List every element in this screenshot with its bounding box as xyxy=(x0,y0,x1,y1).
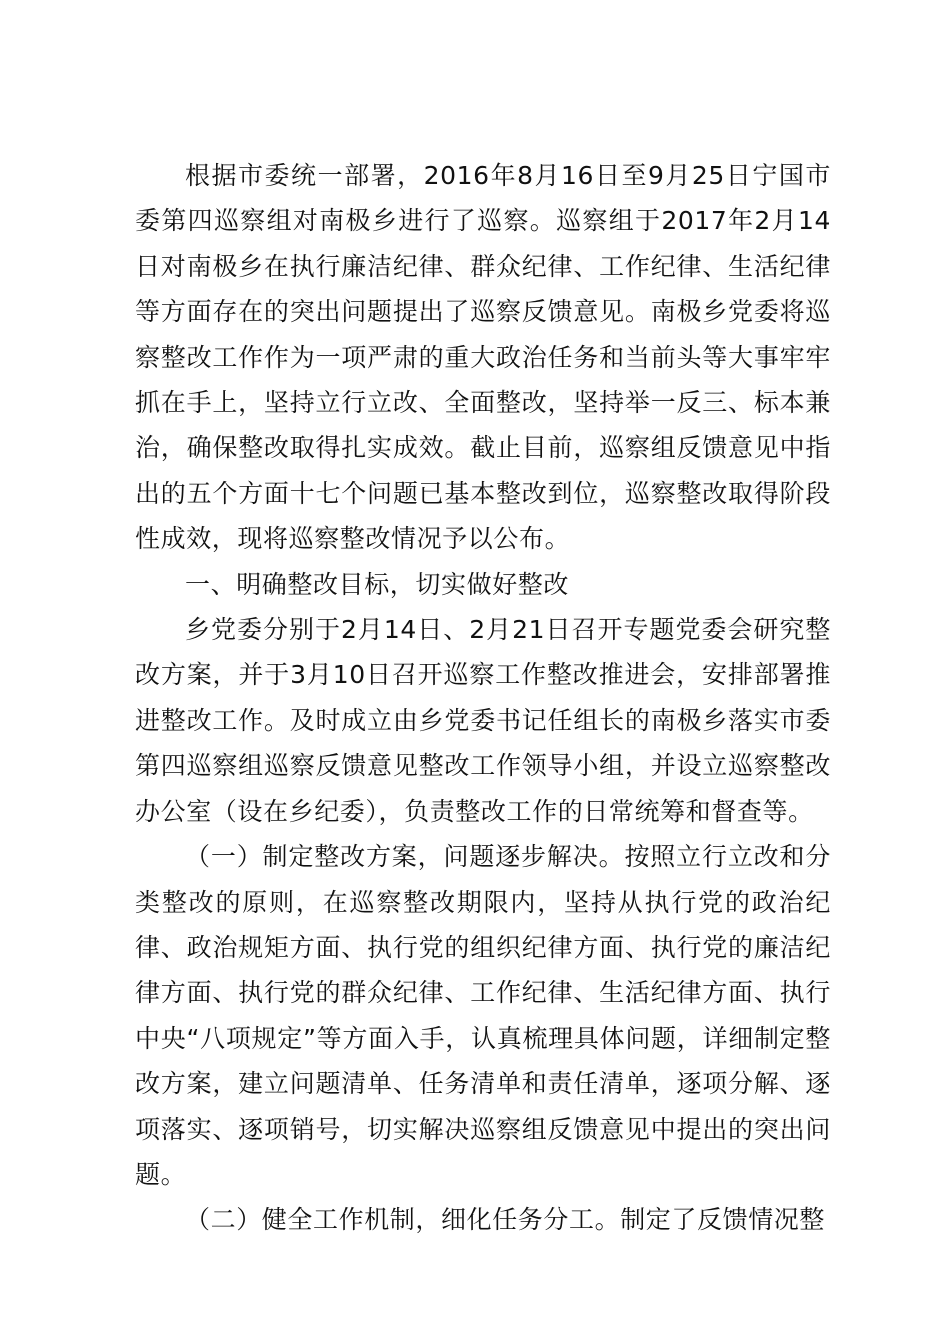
paragraph-subsection-2: （二）健全工作机制，细化任务分工。制定了反馈情况整 xyxy=(185,1205,826,1235)
document-body xyxy=(135,153,831,1243)
section-heading-1: 一、明确整改目标，切实做好整改 xyxy=(185,569,570,599)
paragraph-intro: 根据市委统一部署，2016年8月16日至9月25日宁国市委第四巡察组对南极乡进行了巡察。巡察组于2017年2月14日对南极乡在执行廉洁纪律、群众纪律、工作纪律、生活纪律等方面存在的突出问题提出了巡察反馈意见。南极乡党委将巡察整改工作作为一项严肃的重大政治任务和当前头等大事牢牢抓在手上，坚持立行立改、全面整改，坚持举一反三、标本兼治，确保整改取得扎实成效。截止目前，巡察组反馈意见中指出的五个方面十七个问题已基本整改到位，巡察整改取得阶段性成效，现将巡察整改情况予以公布。 xyxy=(135,161,831,554)
paragraph-section-1: 乡党委分别于2月14日、2月21日召开专题党委会研究整改方案，并于3月10日召开巡察工作整改推进会，安排部署推进整改工作。及时成立由乡党委书记任组长的南极乡落实市委第四巡察组巡察反馈意见整改工作领导小组，并设立巡察整改办公室（设在乡纪委），负责整改工作的日常统筹和督查等。 xyxy=(135,615,831,826)
paragraph-subsection-1: （一）制定整改方案，问题逐步解决。按照立行立改和分类整改的原则，在巡察整改期限内，坚持从执行党的政治纪律、政治规矩方面、执行党的组织纪律方面、执行党的廉洁纪律方面、执行党的群众纪律、工作纪律、生活纪律方面、执行中央“八项规定”等方面入手，认真梳理具体问题，详细制定整改方案，建立问题清单、任务清单和责任清单，逐项分解、逐项落实、逐项销号，切实解决巡察组反馈意见中提出的突出问题。 xyxy=(135,842,831,1189)
